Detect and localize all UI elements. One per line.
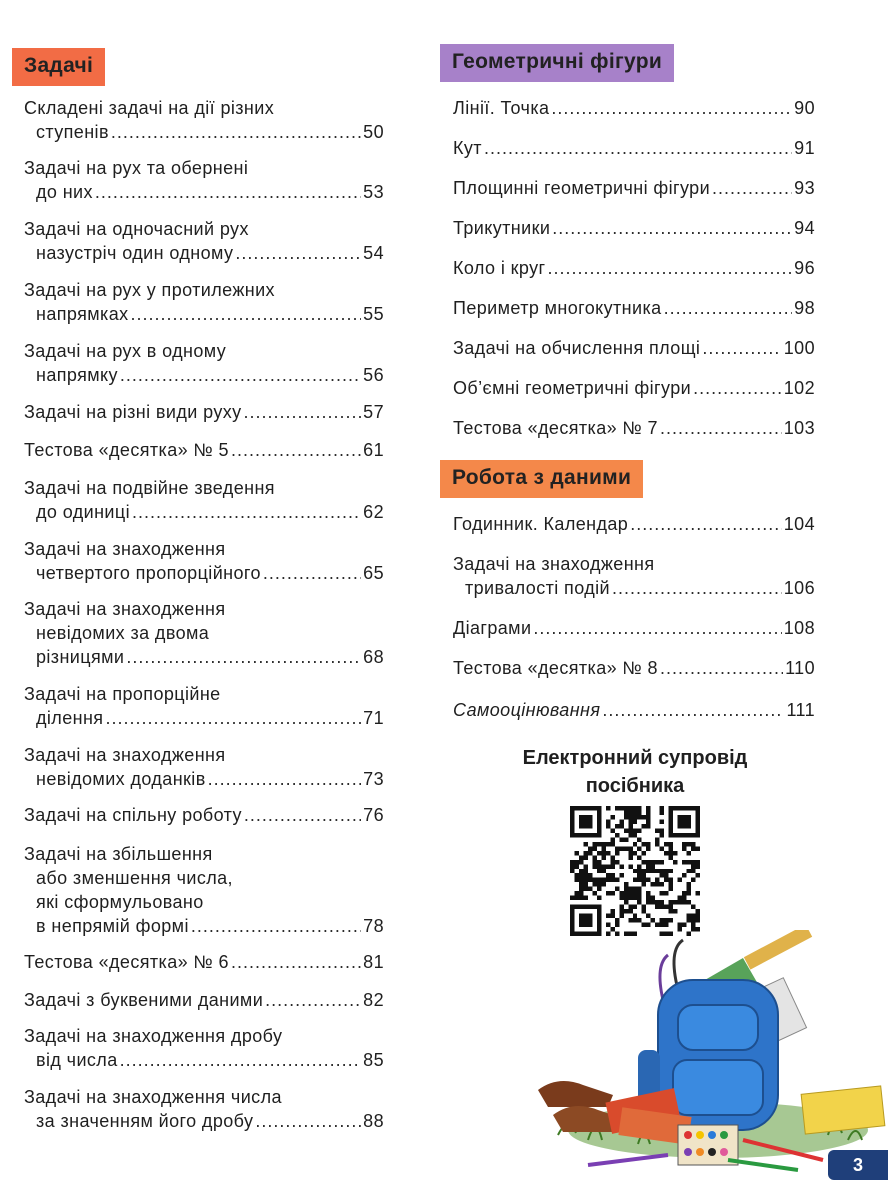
toc-entry[interactable] xyxy=(24,438,384,462)
toc-entry-text: Задачі на знаходження xyxy=(24,745,226,765)
dot-leader xyxy=(231,438,361,462)
dot-leader xyxy=(208,767,362,791)
toc-page-number: 91 xyxy=(794,138,815,158)
qr-caption xyxy=(480,744,790,800)
toc-entry-title: за значенням його дробу xyxy=(36,1111,254,1131)
toc-page-number: 54 xyxy=(363,243,384,263)
toc-page-number: 94 xyxy=(794,218,815,238)
toc-entry-title: різницями xyxy=(36,647,125,667)
toc-entry-text: Задачі на знаходження xyxy=(453,554,655,574)
toc-entry-text: Задачі на знаходження числа xyxy=(24,1087,282,1107)
dot-leader xyxy=(551,96,792,120)
toc-entry-text: Задачі на рух та обернені xyxy=(24,158,249,178)
toc-entry-title: ступенів xyxy=(36,122,109,142)
toc-entry-title: Коло і круг xyxy=(453,258,546,278)
toc-entry-title: до одиниці xyxy=(36,502,130,522)
toc-entry-title: Задачі на обчислення площі xyxy=(453,338,701,358)
toc-entry-title: Задачі з буквеними даними xyxy=(24,990,264,1010)
toc-entry-title: Годинник. Календар xyxy=(453,514,629,534)
toc-entry[interactable] xyxy=(453,136,815,160)
toc-entry-title: Кут xyxy=(453,138,482,158)
toc-entry[interactable] xyxy=(453,512,815,536)
toc-page-number: 104 xyxy=(783,514,815,534)
toc-page-number: 100 xyxy=(783,338,815,358)
qr-caption-line2: посібника xyxy=(585,775,685,797)
toc-page-number: 65 xyxy=(363,563,384,583)
toc-entry[interactable] xyxy=(453,296,815,320)
toc-entry-title: ділення xyxy=(36,708,104,728)
toc-page-number: 73 xyxy=(363,769,384,789)
dot-leader xyxy=(602,698,784,722)
toc-entry[interactable] xyxy=(453,96,815,120)
dot-leader xyxy=(131,302,362,326)
dot-leader xyxy=(533,616,781,640)
toc-entry-title: Діаграми xyxy=(453,618,532,638)
toc-page-number: 61 xyxy=(363,440,384,460)
dot-leader xyxy=(244,400,362,424)
toc-entry[interactable] xyxy=(24,278,384,326)
toc-entry[interactable] xyxy=(24,682,384,730)
dot-leader xyxy=(660,416,782,440)
toc-entry-title: Задачі на спільну роботу xyxy=(24,805,242,825)
toc-entry-title: Тестова «десятка» № 8 xyxy=(453,658,658,678)
toc-entry-text: або зменшення числа, xyxy=(36,868,233,888)
toc-entry-title: напрямку xyxy=(36,365,118,385)
toc-entry-title: Задачі на різні види руху xyxy=(24,402,242,422)
toc-entry-title: назустріч один одному xyxy=(36,243,234,263)
toc-entry-title: напрямках xyxy=(36,304,129,324)
dot-leader xyxy=(693,376,782,400)
toc-page-number: 57 xyxy=(363,402,384,422)
school-backpack-illustration xyxy=(528,930,888,1180)
toc-entry-text: Задачі на рух в одному xyxy=(24,341,227,361)
toc-entry-title: Площинні геометричні фігури xyxy=(453,178,711,198)
toc-entry-text: невідомих за двома xyxy=(36,623,210,643)
dot-leader xyxy=(120,1048,362,1072)
toc-entry[interactable] xyxy=(24,988,384,1012)
toc-entry[interactable] xyxy=(453,256,815,280)
toc-entry[interactable] xyxy=(24,217,384,265)
toc-entry-text: Задачі на збільшення xyxy=(24,844,213,864)
toc-entry[interactable] xyxy=(24,400,384,424)
toc-page-number: 106 xyxy=(783,578,815,598)
dot-leader xyxy=(547,256,792,280)
toc-page-number: 103 xyxy=(783,418,815,438)
toc-entry-title: від числа xyxy=(36,1050,118,1070)
dot-leader xyxy=(231,950,361,974)
toc-entry-text: Задачі на подвійне зведення xyxy=(24,478,275,498)
section-heading-tasks: Задачі xyxy=(12,48,105,86)
dot-leader xyxy=(126,645,361,669)
dot-leader xyxy=(263,561,361,585)
toc-page-number: 55 xyxy=(363,304,384,324)
toc-entry-title: Тестова «десятка» № 7 xyxy=(453,418,658,438)
toc-page-number: 53 xyxy=(363,182,384,202)
toc-entry-title: Тестова «десятка» № 6 xyxy=(24,952,229,972)
toc-page-number: 93 xyxy=(794,178,815,198)
toc-entry[interactable] xyxy=(24,476,384,524)
qr-code-icon[interactable] xyxy=(570,806,700,936)
dot-leader xyxy=(552,216,792,240)
toc-entry-text: Задачі на знаходження xyxy=(24,539,226,559)
dot-leader xyxy=(255,1109,361,1133)
toc-entry[interactable] xyxy=(453,336,815,360)
dot-leader xyxy=(630,512,782,536)
dot-leader xyxy=(111,120,361,144)
dot-leader xyxy=(132,500,361,524)
toc-page-number: 78 xyxy=(363,916,384,936)
toc-page-number: 71 xyxy=(363,708,384,728)
toc-page-number: 85 xyxy=(363,1050,384,1070)
dot-leader xyxy=(484,136,792,160)
toc-entry[interactable] xyxy=(24,842,384,938)
toc-entry[interactable] xyxy=(24,156,384,204)
toc-page-number: 108 xyxy=(783,618,815,638)
toc-entry[interactable] xyxy=(24,537,384,585)
toc-page-number: 98 xyxy=(794,298,815,318)
dot-leader xyxy=(95,180,361,204)
section-heading-data: Робота з даними xyxy=(440,460,643,498)
toc-page-number: 76 xyxy=(363,805,384,825)
toc-page-number: 90 xyxy=(794,98,815,118)
dot-leader xyxy=(120,363,361,387)
toc-entry-title: Периметр многокутника xyxy=(453,298,662,318)
dot-leader xyxy=(105,706,361,730)
toc-entry[interactable] xyxy=(453,656,815,680)
toc-entry-title: невідомих доданків xyxy=(36,769,206,789)
toc-page-number: 50 xyxy=(363,122,384,142)
toc-entry[interactable] xyxy=(453,176,815,200)
toc-entry[interactable] xyxy=(24,950,384,974)
toc-entry-text: Задачі на знаходження дробу xyxy=(24,1026,283,1046)
dot-leader xyxy=(702,336,781,360)
toc-entry-text: Задачі на знаходження xyxy=(24,599,226,619)
qr-caption-line1: Електронний супровід xyxy=(522,747,748,769)
toc-entry[interactable] xyxy=(453,616,815,640)
toc-page-number: 96 xyxy=(794,258,815,278)
toc-entry-text: які сформульовано xyxy=(36,892,204,912)
toc-entry[interactable] xyxy=(24,803,384,827)
dot-leader xyxy=(191,914,361,938)
toc-entry-title: в непрямій формі xyxy=(36,916,189,936)
page-number-badge: 3 xyxy=(828,1150,888,1180)
toc-entry[interactable] xyxy=(24,339,384,387)
toc-entry-title: Лінії. Точка xyxy=(453,98,550,118)
toc-page-number: 111 xyxy=(786,700,815,720)
toc-entry-title: Самооцінювання xyxy=(453,700,601,720)
toc-entry-title: четвертого пропорційного xyxy=(36,563,261,583)
toc-entry-text: Задачі на одночасний рух xyxy=(24,219,249,239)
section-heading-geometry: Геометричні фігури xyxy=(440,44,674,82)
toc-page-number: 56 xyxy=(363,365,384,385)
toc-entry-text: Складені задачі на дії різних xyxy=(24,98,275,118)
toc-page-number: 81 xyxy=(363,952,384,972)
toc-page-number: 110 xyxy=(785,658,815,678)
toc-entry-title: до них xyxy=(36,182,93,202)
toc-page-number: 62 xyxy=(363,502,384,522)
toc-entry[interactable] xyxy=(24,1085,384,1133)
toc-page-number: 88 xyxy=(363,1111,384,1131)
dot-leader xyxy=(660,656,783,680)
toc-entry[interactable] xyxy=(453,552,815,600)
toc-entry[interactable] xyxy=(24,1024,384,1072)
toc-entry-text: Задачі на пропорційне xyxy=(24,684,221,704)
toc-entry-title: Об’ємні геометричні фігури xyxy=(453,378,692,398)
toc-entry[interactable] xyxy=(453,376,815,400)
dot-leader xyxy=(265,988,361,1012)
dot-leader xyxy=(664,296,793,320)
dot-leader xyxy=(612,576,782,600)
toc-entry-title: Тестова «десятка» № 5 xyxy=(24,440,229,460)
toc-entry[interactable] xyxy=(24,743,384,791)
dot-leader xyxy=(235,241,361,265)
toc-entry[interactable] xyxy=(24,96,384,144)
toc-entry[interactable] xyxy=(453,698,815,722)
toc-page-number: 82 xyxy=(363,990,384,1010)
toc-page-number: 102 xyxy=(783,378,815,398)
toc-entry-title: тривалості подій xyxy=(465,578,610,598)
toc-entry[interactable] xyxy=(24,597,384,669)
dot-leader xyxy=(244,803,361,827)
toc-entry[interactable] xyxy=(453,216,815,240)
toc-entry[interactable] xyxy=(453,416,815,440)
toc-entry-title: Трикутники xyxy=(453,218,551,238)
toc-entry-text: Задачі на рух у протилежних xyxy=(24,280,275,300)
dot-leader xyxy=(712,176,792,200)
toc-page-number: 68 xyxy=(363,647,384,667)
